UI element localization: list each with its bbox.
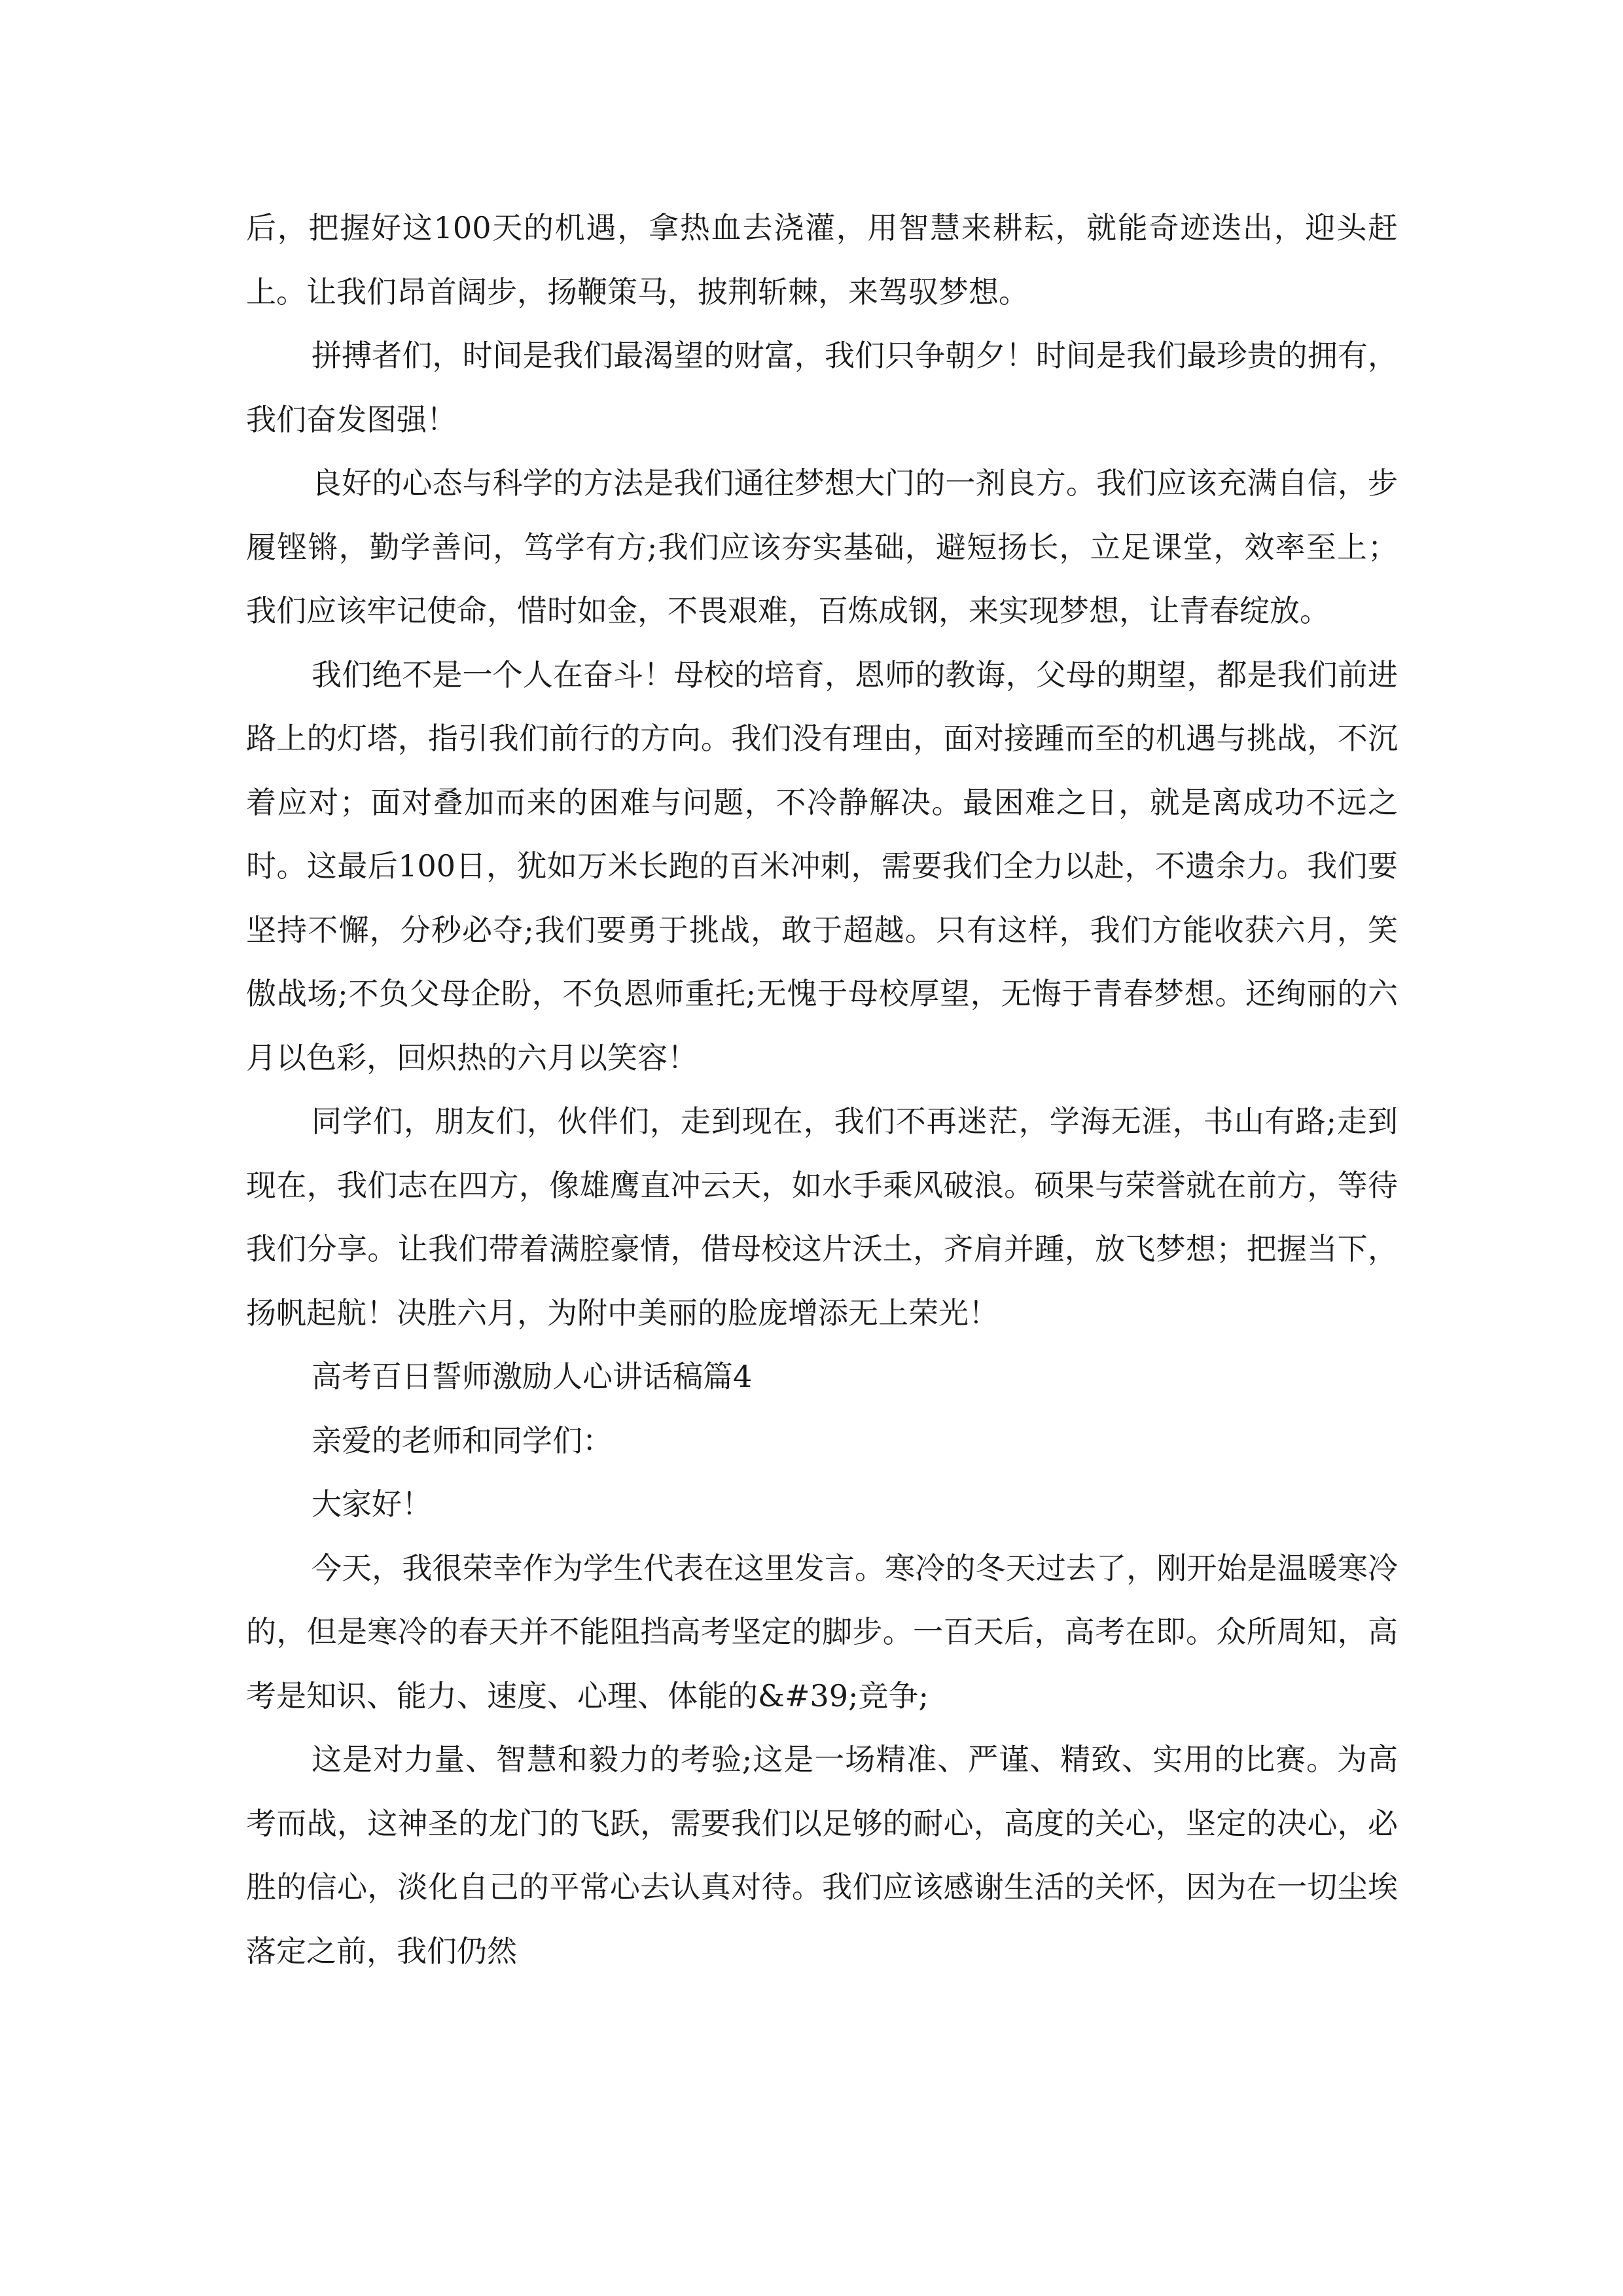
paragraph: 这是对力量、智慧和毅力的考验;这是一场精准、严谨、精致、实用的比赛。为高考而战，这神圣的龙门的飞跃，需要我们以足够的耐心，高度的关心，坚定的决心，必胜的信心，淡化自己的平常心去认真对待。我们应该感谢生活的关怀，因为在一切尘埃落定之前，我们仍然 bbox=[246, 1742, 1398, 1969]
paragraph: 同学们，朋友们，伙伴们，走到现在，我们不再迷茫，学海无涯，书山有路;走到现在，我们志在四方，像雄鹰直冲云天，如水手乘风破浪。硕果与荣誉就在前方，等待我们分享。让我们带着满腔豪情，借母校这片沃土，齐肩并踵，放飞梦想；把握当下，扬帆起航！决胜六月，为附中美丽的脸庞增添无上荣光！ bbox=[246, 1103, 1398, 1331]
paragraph: 良好的心态与科学的方法是我们通往梦想大门的一剂良方。我们应该充满自信，步履铿锵，勤学善问，笃学有方;我们应该夯实基础，避短扬长，立足课堂，效率至上；我们应该牢记使命，惜时如金，不畏艰难，百炼成钢，来实现梦想，让青春绽放。 bbox=[246, 465, 1398, 628]
paragraph: 拼搏者们，时间是我们最渴望的财富，我们只争朝夕！时间是我们最珍贵的拥有，我们奋发图强！ bbox=[246, 338, 1398, 437]
section-heading: 高考百日誓师激励人心讲话稿篇4 bbox=[312, 1359, 753, 1394]
greeting: 大家好！ bbox=[312, 1486, 432, 1522]
paragraph: 我们绝不是一个人在奋斗！母校的培育，恩师的教诲，父母的期望，都是我们前进路上的灯塔，指引我们前行的方向。我们没有理由，面对接踵而至的机遇与挑战，不沉着应对；面对叠加而来的困难与问题，不冷静解决。最困难之日，就是离成功不远之时。这最后100日，犹如万米长跑的百米冲刺，需要我们全力以赴，不遗余力。我们要坚持不懈，分秒必夺;我们要勇于挑战，敢于超越。只有这样，我们方能收获六月，笑傲战场;不负父母企盼，不负恩师重托;无愧于母校厚望，无悔于青春梦想。还绚丽的六月以色彩，回炽热的六月以笑容！ bbox=[246, 656, 1398, 1075]
paragraph-continued: 后，把握好这100天的机遇，拿热血去浇灌，用智慧来耕耘，就能奇迹迭出，迎头赶上。让我们昂首阔步，扬鞭策马，披荆斩棘，来驾驭梦想。 bbox=[246, 210, 1398, 310]
paragraph: 今天，我很荣幸作为学生代表在这里发言。寒冷的冬天过去了，刚开始是温暖寒冷的，但是寒冷的春天并不能阻挡高考坚定的脚步。一百天后，高考在即。众所周知，高考是知识、能力、速度、心理、体能的&#39;竞争; bbox=[246, 1550, 1398, 1713]
salutation: 亲爱的老师和同学们： bbox=[312, 1422, 613, 1458]
document-body bbox=[246, 196, 1398, 1983]
